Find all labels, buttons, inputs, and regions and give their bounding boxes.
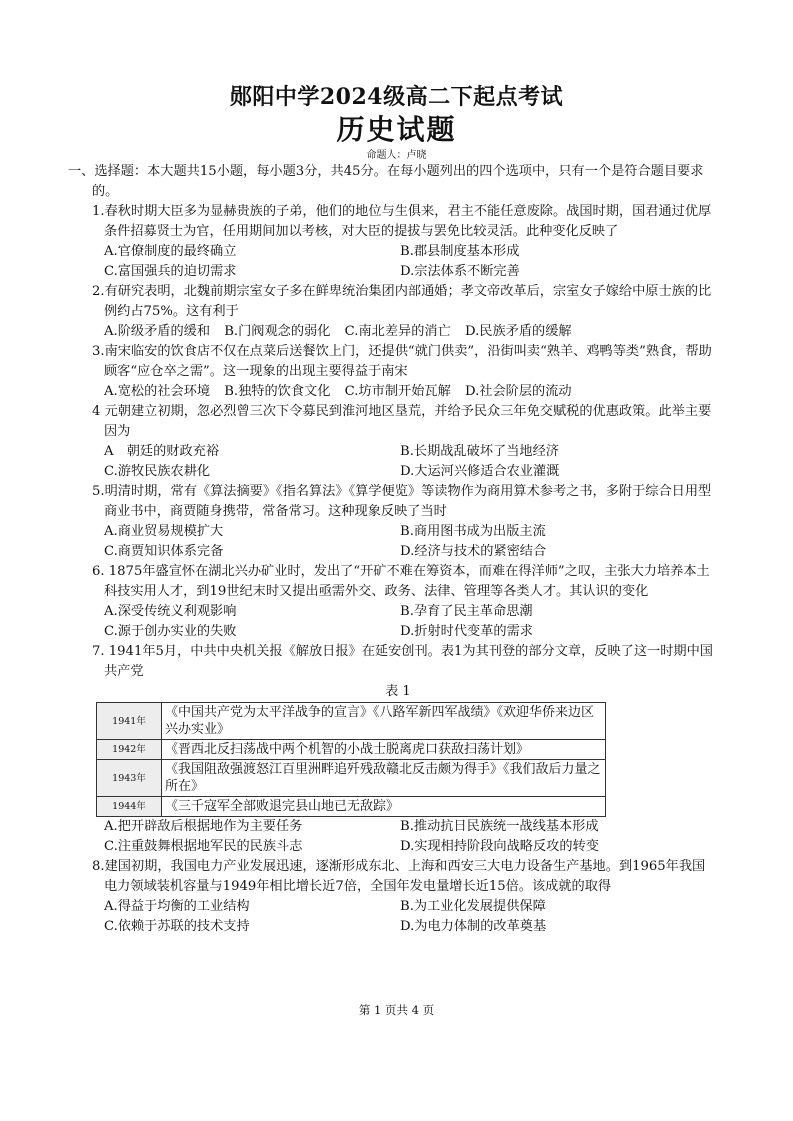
option-c: C.注重鼓舞根据地军民的民族斗志 — [104, 839, 303, 854]
table-year-cell: 1944年 — [97, 797, 162, 817]
option-d: D.折射时代变革的需求 — [400, 624, 533, 639]
question-6-stem: 6. 1875年盛宣怀在湖北兴办矿业时，发出了“开矿不难在筹资本，而难在得洋师”之叹，主张大力培养本土科技实用人才，到19世纪末时又提出亟需外交、政务、法律、管理等各类人才。其认识的变化 — [92, 564, 710, 599]
table-caption: 表 1 — [385, 684, 411, 699]
option-a: A.官僚制度的最终确立 — [104, 244, 237, 259]
question-2-options — [80, 322, 716, 342]
option-a: A.得益于均衡的工业结构 — [104, 899, 250, 914]
option-b: B.商用图书成为出版主流 — [400, 524, 546, 539]
option-a: A.阶级矛盾的缓和 — [104, 324, 211, 339]
table-row — [97, 703, 606, 740]
question-4-options-row2 — [80, 462, 716, 482]
option-c: C.坊市制开始瓦解 — [344, 384, 451, 399]
option-c: C.商贾知识体系完备 — [104, 544, 224, 559]
option-a: A.宽松的社会环境 — [104, 384, 211, 399]
question-7-options-row2 — [80, 837, 716, 857]
question-8-options-row2 — [80, 917, 716, 937]
option-b: B.郡县制度基本形成 — [400, 244, 520, 259]
table-row — [97, 797, 606, 817]
option-b: B.推动抗日民族统一战线基本形成 — [400, 819, 599, 834]
option-a: A.商业贸易规模扩大 — [104, 524, 224, 539]
option-d: D.实现相持阶段向战略反攻的转变 — [400, 839, 599, 854]
question-1-options — [80, 242, 716, 262]
question-3-options — [80, 382, 716, 402]
table-row — [97, 740, 606, 760]
option-b: B.独特的饮食文化 — [224, 384, 331, 399]
table-year-cell: 1941年 — [97, 703, 162, 740]
option-b: B.为工业化发展提供保障 — [400, 899, 546, 914]
question-4-stem: 4 元朝建立初期，忽必烈曾三次下令募民到淮河地区垦荒，并给予民众三年免交赋税的优惠政策。此举主要因为 — [92, 404, 712, 439]
option-d: D.民族矛盾的缓解 — [464, 324, 572, 339]
page-footer: 第 1 页共 4 页 — [358, 1003, 435, 1017]
option-b: B.门阀观念的弱化 — [224, 324, 331, 339]
option-c: C.富国强兵的迫切需求 — [104, 264, 237, 279]
exam-title: 郧阳中学2024级高二下起点考试 — [229, 84, 564, 110]
question-content — [68, 162, 716, 937]
exam-author: 命题人：卢晓 — [366, 150, 427, 161]
table-text-cell: 《晋西北反扫荡战中两个机智的小战士脱离虎口获敌扫荡计划》 — [162, 740, 606, 760]
section-heading: 一、选择题：本大题共15小题，每小题3分，共45分。在每小题列出的四个选项中，只有一个是符合题目要求的。 — [68, 164, 704, 199]
question-4-options — [80, 442, 716, 462]
question-5-options-row2 — [80, 542, 716, 562]
question-1-options-row2 — [80, 262, 716, 282]
question-7-options — [80, 817, 716, 837]
question-7-stem: 7. 1941年5月，中共中央机关报《解放日报》在延安创刊。表1为其刊登的部分文章，反映了这一时期中国共产党 — [92, 644, 713, 679]
option-b: B.长期战乱破坏了当地经济 — [400, 444, 559, 459]
articles-table — [96, 702, 606, 817]
option-d: D.宗法体系不断完善 — [400, 264, 520, 279]
option-a: A 朝廷的财政充裕 — [104, 444, 220, 459]
option-a: A.把开辟敌后根据地作为主要任务 — [104, 819, 303, 834]
option-c: C.依赖于苏联的技术支持 — [104, 919, 250, 934]
question-8-stem: 8.建国初期，我国电力产业发展迅速，逐渐形成东北、上海和西安三大电力设备生产基地。到1965年我国电力领域装机容量与1949年相比增长近7倍，全国年发电量增长近15倍。该成就的取得 — [92, 859, 706, 894]
option-d: D.经济与技术的紧密结合 — [400, 544, 547, 559]
option-b: B.孕育了民主革命思潮 — [400, 604, 533, 619]
question-5-stem: 5.明清时期，常有《算法摘要》《指名算法》《算学便览》等读物作为商用算术参考之书，多附于综合日用型商业书中，商贾随身携带，常备常习。这种现象反映了当时 — [92, 484, 712, 519]
exam-subject: 历史试题 — [336, 113, 457, 146]
option-d: D.大运河兴修适合农业灌溉 — [400, 464, 560, 479]
option-c: C.源于创办实业的失败 — [104, 624, 237, 639]
table-year-cell: 1943年 — [97, 760, 162, 797]
question-1-stem: 1.春秋时期大臣多为显赫贵族的子弟，他们的地位与生俱来，君主不能任意废除。战国时期，国君通过优厚条件招募贤士为官，任用期间加以考核，对大臣的提拔与罢免比较灵活。此种变化反映了 — [92, 204, 712, 239]
question-6-options — [80, 602, 716, 622]
question-3-stem: 3.南宋临安的饮食店不仅在点菜后送餐饮上门，还提供“就门供卖”，沿街叫卖“熟羊、鸡鸭等类”熟食，帮助顾客“应仓卒之需”。这一现象的出现主要得益于南宋 — [92, 344, 712, 379]
table-text-cell: 《中国共产党为太平洋战争的宣言》《八路军新四军战绩》《欢迎华侨来边区兴办实业》 — [162, 703, 606, 740]
table-text-cell: 《我国阻敌强渡怒江百里洲畔追歼残敌赣北反击颇为得手》《我们敌后力量之所在》 — [162, 760, 606, 797]
table-year-cell: 1942年 — [97, 740, 162, 760]
option-d: D.为电力体制的改革奠基 — [400, 919, 547, 934]
option-c: C.南北差异的消亡 — [344, 324, 451, 339]
option-a: A.深受传统义利观影响 — [104, 604, 237, 619]
question-5-options — [80, 522, 716, 542]
question-2-stem: 2.有研究表明，北魏前期宗室女子多在鲜卑统治集团内部通婚；孝文帝改革后，宗室女子嫁给中原士族的比例约占75%。这有利于 — [92, 284, 712, 319]
table-row — [97, 760, 606, 797]
table-text-cell: 《三千寇军全部败退完县山地已无敌踪》 — [162, 797, 606, 817]
question-8-options — [80, 897, 716, 917]
option-d: D.社会阶层的流动 — [464, 384, 572, 399]
option-c: C.游牧民族农耕化 — [104, 464, 211, 479]
question-6-options-row2 — [80, 622, 716, 642]
